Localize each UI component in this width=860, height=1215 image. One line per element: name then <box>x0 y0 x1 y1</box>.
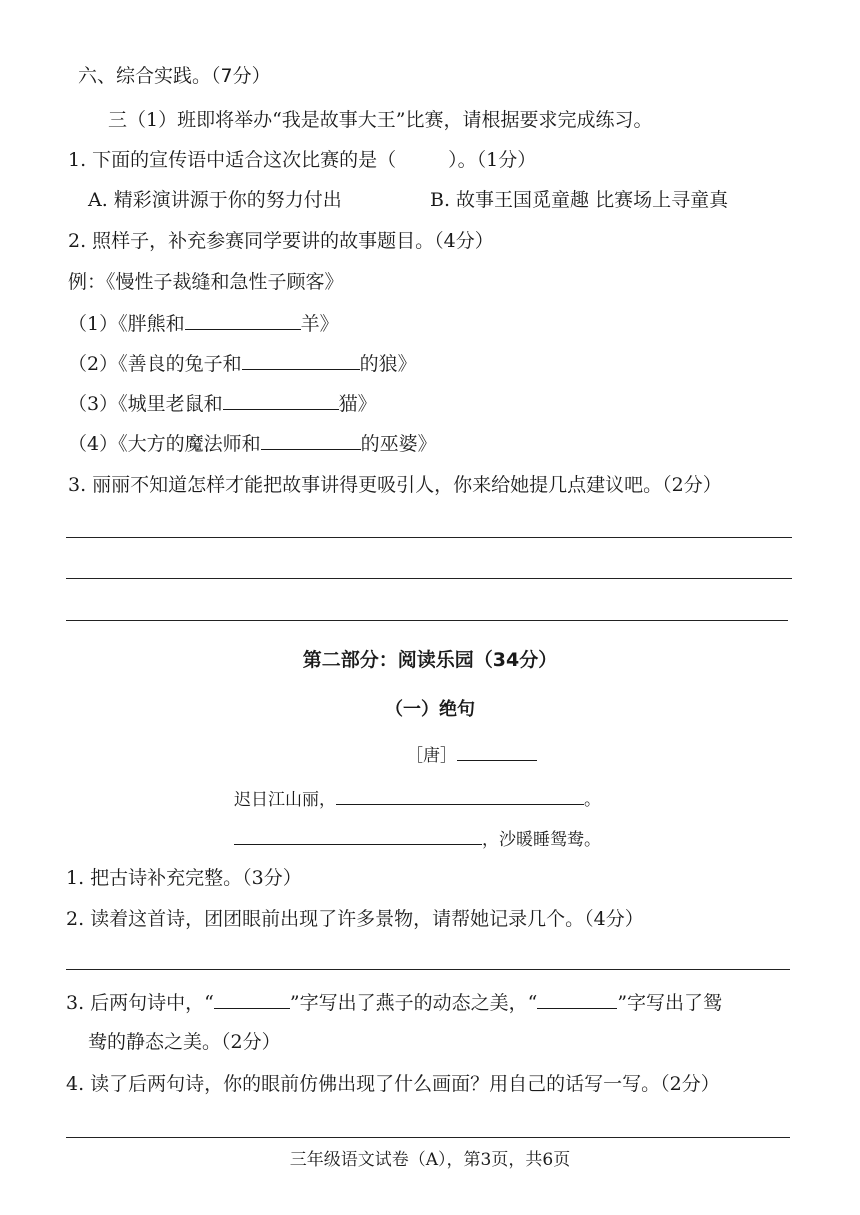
poem-title: （一）绝句 <box>385 699 475 720</box>
answer-line[interactable] <box>66 620 788 621</box>
question-1-text-before: 1. 下面的宣传语中适合这次比赛的是（ <box>68 149 397 171</box>
part2-question-3-a: 3. 后两句诗中，“ <box>66 992 214 1014</box>
fill-item-1 <box>68 311 339 336</box>
poem-line-1 <box>234 786 601 812</box>
page-footer: 三年级语文试卷（A），第3页，共6页 <box>289 1150 571 1170</box>
fill-blank[interactable] <box>214 990 290 1009</box>
fill-item-3-before: （3）《城里老鼠和 <box>68 393 223 415</box>
dynasty: ［唐］ <box>406 746 457 766</box>
part2-question-2: 2. 读着这首诗，团团眼前出现了许多景物，请帮她记录几个。（4分） <box>66 908 644 930</box>
part2-question-4: 4. 读了后两句诗，你的眼前仿佛出现了什么画面？用自己的话写一写。（2分） <box>66 1073 720 1095</box>
fill-item-4-before: （4）《大方的魔法师和 <box>68 433 261 455</box>
part2-question-1: 1. 把古诗补充完整。（3分） <box>66 867 302 889</box>
part2-question-3-continued: 鸯的静态之美。（2分） <box>88 1031 281 1053</box>
question-3: 3. 丽丽不知道怎样才能把故事讲得更吸引人，你来给她提几点建议吧。（2分） <box>68 474 722 496</box>
fill-item-3 <box>68 391 377 416</box>
question-1 <box>68 148 536 172</box>
fill-item-4 <box>68 431 437 456</box>
fill-blank[interactable] <box>223 391 339 410</box>
fill-item-1-after: 羊》 <box>300 313 339 335</box>
poem-line-1-start: 迟日江山丽， <box>234 790 336 810</box>
fill-item-2-before: （2）《善良的兔子和 <box>68 353 242 375</box>
poem-author-line <box>406 742 537 768</box>
section-heading: 六、综合实践。（7分） <box>78 65 271 87</box>
question-1-text-after: ）。（1分） <box>448 149 537 171</box>
question-2: 2. 照样子，补充参赛同学要讲的故事题目。（4分） <box>68 230 494 252</box>
author-blank[interactable] <box>457 742 537 761</box>
poem-line-2-end: ，沙暖睡鸳鸯。 <box>482 830 601 850</box>
answer-line[interactable] <box>66 537 792 538</box>
fill-item-2 <box>68 351 417 376</box>
option-b: B. 故事王国觅童趣 比赛场上寻童真 <box>430 189 729 211</box>
fill-item-2-after: 的狼》 <box>359 353 417 375</box>
fill-blank[interactable] <box>261 431 361 450</box>
fill-item-4-after: 的巫婆》 <box>360 433 437 455</box>
part2-question-3-b: ”字写出了燕子的动态之美，“ <box>289 992 538 1014</box>
fill-item-1-before: （1）《胖熊和 <box>68 313 185 335</box>
answer-line[interactable] <box>66 1137 790 1138</box>
part2-question-3 <box>66 990 722 1015</box>
poem-blank[interactable] <box>234 826 482 845</box>
fill-blank[interactable] <box>537 990 617 1009</box>
fill-blank[interactable] <box>185 311 301 330</box>
poem-blank[interactable] <box>336 786 584 805</box>
fill-item-3-after: 猫》 <box>338 393 377 415</box>
fill-blank[interactable] <box>242 351 360 370</box>
poem-line-2 <box>234 826 601 852</box>
part-title: 第二部分：阅读乐园（34分） <box>302 649 558 671</box>
example-line: 例：《慢性子裁缝和急性子顾客》 <box>68 271 344 293</box>
poem-line-1-end: 。 <box>584 790 601 810</box>
section-intro: 三（1）班即将举办“我是故事大王”比赛，请根据要求完成练习。 <box>108 109 653 131</box>
answer-line[interactable] <box>66 969 790 970</box>
part2-question-3-c: ”字写出了鸳 <box>617 992 723 1014</box>
answer-line[interactable] <box>66 578 792 579</box>
option-a: A. 精彩演讲源于你的努力付出 <box>88 189 342 211</box>
